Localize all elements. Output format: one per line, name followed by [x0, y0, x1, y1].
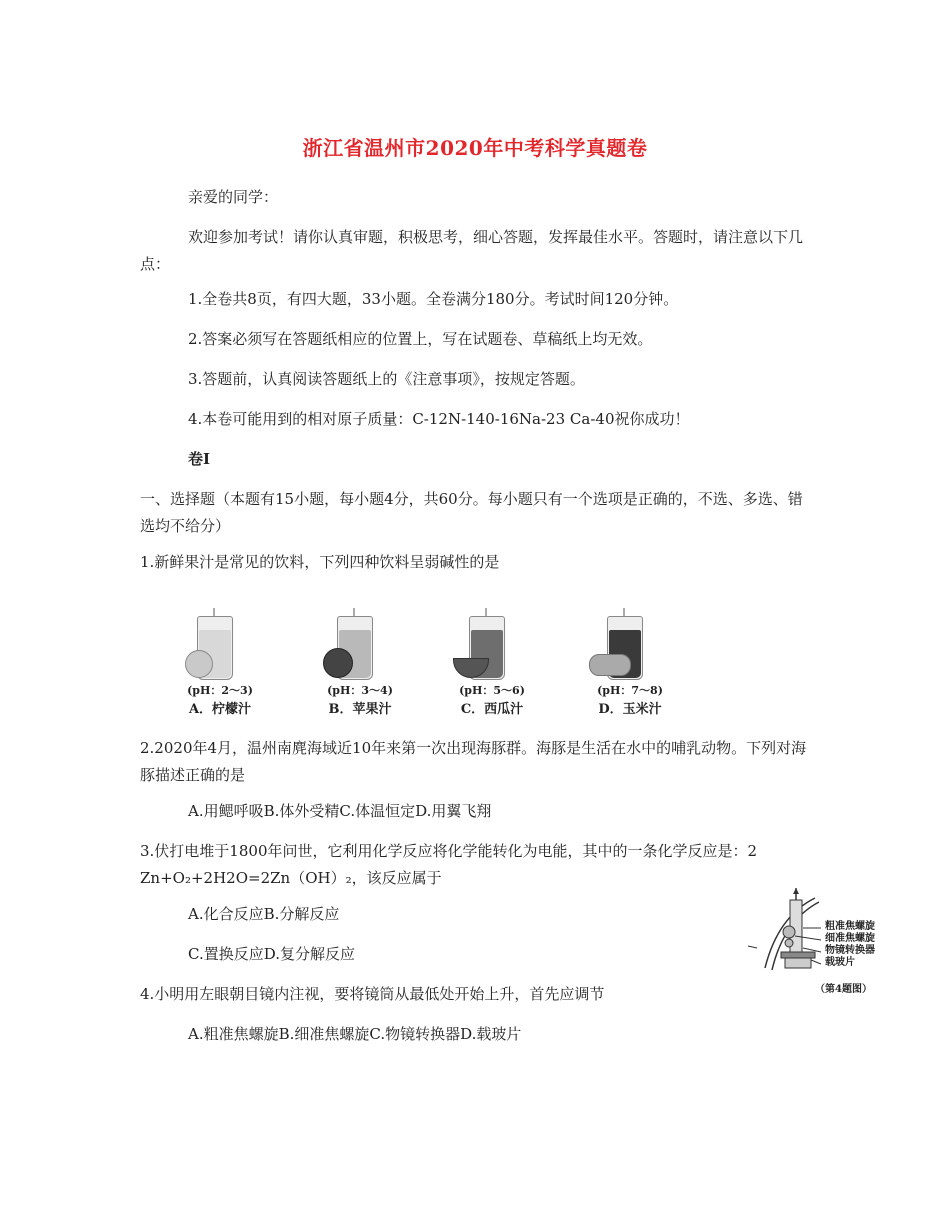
- option-label: A．柠檬汁: [188, 702, 252, 717]
- q1-figure: [175, 608, 715, 718]
- drink-option-b: [315, 608, 405, 718]
- q3-stem: 3.伏打电堆于1800年问世，它利用化学反应将化学能转化为电能，其中的一条化学反应是：2 Zn+O₂+2H2O=2Zn（OH）₂，该反应属于: [140, 842, 758, 887]
- corn-icon: [589, 654, 631, 676]
- drink-option-a: [175, 608, 265, 718]
- label-coarse-focus: 粗准焦螺旋: [825, 921, 875, 932]
- greeting: 亲爱的同学：: [188, 188, 279, 206]
- microscope-labels: [825, 921, 875, 969]
- microscope-figure: [745, 888, 905, 998]
- figure-caption: （第4题图）: [815, 984, 872, 995]
- note-2: 2.答案必须写在答题纸相应的位置上，写在试题卷、草稿纸上均无效。: [188, 330, 653, 348]
- section-heading: 一、选择题（本题有15小题，每小题4分，共60分。每小题只有一个选项是正确的，不选、多选、错选均不给分）: [140, 490, 803, 535]
- q2-stem: 2.2020年4月，温州南麂海域近10年来第一次出现海豚群。海豚是生活在水中的哺乳动物。下列对海豚描述正确的是: [140, 739, 807, 784]
- q1-stem: 1.新鲜果汁是常见的饮料，下列四种饮料呈弱碱性的是: [140, 553, 500, 571]
- option-label: D．玉米汁: [598, 702, 662, 717]
- option-label: B．苹果汁: [328, 702, 392, 717]
- label-nosepiece: 物镜转换器: [825, 945, 875, 956]
- ph-label: (pH：7～8): [597, 684, 663, 697]
- q3-options-line1: A.化合反应B.分解反应: [188, 905, 340, 923]
- apple-icon: [323, 648, 353, 678]
- intro-paragraph: 欢迎参加考试！请你认真审题，积极思考，细心答题，发挥最佳水平。答题时，请注意以下几点：: [140, 228, 804, 273]
- option-label: C．西瓜汁: [460, 702, 524, 717]
- label-fine-focus: 细准焦螺旋: [825, 933, 875, 944]
- q4-stem: 4.小明用左眼朝目镜内注视，要将镜筒从最低处开始上升，首先应调节: [140, 985, 605, 1003]
- ph-label: (pH：2～3): [187, 684, 253, 697]
- q2-options: A.用鳃呼吸B.体外受精C.体温恒定D.用翼飞翔: [188, 802, 492, 820]
- drink-option-c: [447, 608, 537, 718]
- ph-label: (pH：3～4): [327, 684, 393, 697]
- ph-label: (pH：5～6): [459, 684, 525, 697]
- note-3: 3.答题前，认真阅读答题纸上的《注意事项》，按规定答题。: [188, 370, 585, 388]
- note-4: 4.本卷可能用到的相对原子质量：C-12N-140-16Na-23 Ca-40祝你成功！: [188, 410, 690, 428]
- q4-options: A.粗准焦螺旋B.细准焦螺旋C.物镜转换器D.载玻片: [188, 1025, 522, 1043]
- drink-option-d: [585, 608, 675, 718]
- q3-options-line2: C.置换反应D.复分解反应: [188, 945, 355, 963]
- label-slide: 载玻片: [825, 957, 855, 968]
- volume-heading: 卷Ⅰ: [188, 450, 211, 468]
- page-title: 浙江省温州市2020年中考科学真题卷: [302, 136, 648, 160]
- note-1: 1.全卷共8页，有四大题，33小题。全卷满分180分。考试时间120分钟。: [188, 290, 679, 308]
- lemon-icon: [185, 650, 213, 678]
